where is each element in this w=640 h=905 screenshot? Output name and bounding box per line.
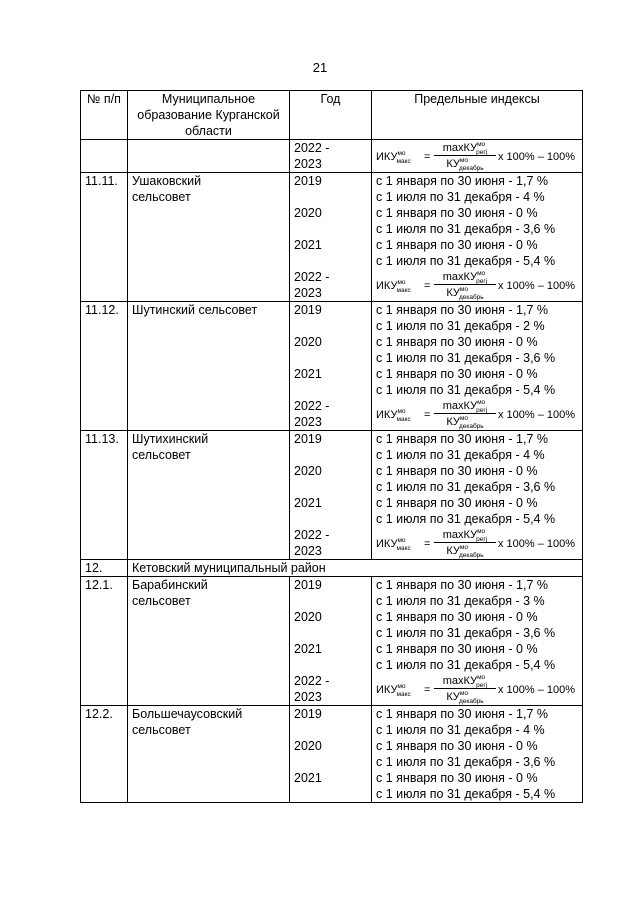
index-value: с 1 января по 30 июня - 1,7 % (376, 432, 548, 446)
row-number: 12.2. (85, 707, 113, 721)
index-value: с 1 июля по 31 декабря - 3,6 % (376, 626, 556, 640)
year: 2019 (294, 303, 322, 317)
formula: $ИКУ^{мо}_{макс}$ = maxКУ$^{мо}_{рeгj}$ $КУ^{мо}_{декабрь}$ x 100% – 100% (376, 141, 576, 172)
table-row: 11.13. Шутихинский сельсовет 2019 2020 2021 2022 - 2023 с 1 января по 30 июня - 1,7 % с 1 июля по 31 декабря - 4 % с 1 января по 30 июня - 0 % с 1 июля по 31 декабря - 3,6 % с 1 января по 30 июня - 0 % с 1 июля по 31 декабря - 5,4 % $ИКУ^{мо}_{макс}$ = maxКУ$^{мо}_{рeгj}$ $КУ^{мо}_{декабрь}$ x 100% – 100% (81, 431, 583, 560)
index-value: с 1 июля по 31 декабря - 3 % (376, 594, 545, 608)
index-value: с 1 января по 30 июня - 0 % (376, 739, 538, 753)
table-row (81, 302, 583, 431)
index-value: с 1 января по 30 июня - 1,7 % (376, 303, 548, 317)
header-indices: Предельные индексы (372, 91, 583, 140)
index-value: с 1 января по 30 июня - 0 % (376, 367, 538, 381)
index-value: с 1 января по 30 июня - 1,7 % (376, 707, 548, 721)
year: 2020 (294, 206, 322, 220)
row-number: 11.13. (85, 432, 119, 446)
year: 2021 (294, 642, 322, 656)
year: 2022 - 2023 (294, 528, 330, 558)
section-title: Кетовский муниципальный район (132, 561, 326, 575)
year: 2021 (294, 771, 322, 785)
header-year: Год (290, 91, 372, 140)
year: 2020 (294, 335, 322, 349)
index-value: с 1 января по 30 июня - 1,7 % (376, 578, 548, 592)
table-header-row (81, 91, 583, 140)
table-row: 12.1. Барабинский сельсовет 2019 2020 2021 2022 - 2023 с 1 января по 30 июня - 1,7 % с 1 июля по 31 декабря - 3 % с 1 января по 30 июня - 0 % с 1 июля по 31 декабря - 3,6 % с 1 января по 30 июня - 0 % с 1 июля по 31 декабря - 5,4 % $ИКУ^{мо}_{макс}$ = maxКУ$^{мо}_{рeгj}$ $КУ^{мо}_{декабрь}$ x 100% – 100% (81, 577, 583, 706)
row-number: 12.1. (85, 578, 113, 592)
year: 2022 - 2023 (294, 399, 330, 429)
index-value: с 1 июля по 31 декабря - 4 % (376, 723, 545, 737)
year: 2019 (294, 707, 322, 721)
municipality-name: Шутинский сельсовет (132, 303, 258, 317)
table-row: 12.2. Большечаусовский сельсовет 2019 2020 2021 с 1 января по 30 июня - 1,7 % с 1 июля по 31 декабря - 4 % с 1 января по 30 июня - 0 % с 1 июля по 31 декабря - 3,6 % с 1 января по 30 июня - 0 % с 1 июля по 31 декабря - 5,4 % (81, 706, 583, 803)
year: 2021 (294, 496, 322, 510)
index-value: с 1 января по 30 июня - 0 % (376, 610, 538, 624)
index-value: с 1 июля по 31 декабря - 3,6 % (376, 480, 556, 494)
index-value: с 1 июля по 31 декабря - 5,4 % (376, 658, 556, 672)
index-value: с 1 января по 30 июня - 0 % (376, 642, 538, 656)
municipality-name: Шутихинский (132, 432, 209, 446)
municipality-name: Большечаусовский (132, 707, 243, 721)
formula: $ИКУ^{мо}_{макс}$ = maxКУ$^{мо}_{рeгj}$ $КУ^{мо}_{декабрь}$ x 100% – 100% (376, 399, 576, 430)
municipality-name: Барабинский (132, 578, 208, 592)
year: 2019 (294, 174, 322, 188)
index-value: с 1 июля по 31 декабря - 5,4 % (376, 383, 556, 397)
index-value: с 1 января по 30 июня - 0 % (376, 206, 538, 220)
section-number: 12. (85, 561, 103, 575)
index-value: с 1 июля по 31 декабря - 5,4 % (376, 512, 556, 526)
row-number: 11.11. (85, 174, 118, 188)
section-row (81, 560, 583, 577)
formula: $ИКУ^{мо}_{макс}$ = maxКУ$^{мо}_{рeгj}$ $КУ^{мо}_{декабрь}$ x 100% – 100% (376, 270, 576, 301)
header-municipality: Муниципальное образование Курганской области (128, 91, 290, 140)
year: 2021 (294, 367, 322, 381)
year: 2019 (294, 578, 322, 592)
index-value: с 1 января по 30 июня - 0 % (376, 238, 538, 252)
formula: $ИКУ^{мо}_{макс}$ = maxКУ$^{мо}_{рeгj}$ $КУ^{мо}_{декабрь}$ x 100% – 100% (376, 674, 576, 705)
year: 2021 (294, 238, 322, 252)
table-row: 11.11. Ушаковский сельсовет 2019 2020 2021 2022 - 2023 с 1 января по 30 июня - 1,7 % с 1 июля по 31 декабря - 4 % с 1 января по 30 июня - 0 % с 1 июля по 31 декабря - 3,6 % с 1 января по 30 июня - 0 % с 1 июля по 31 декабря - 5,4 % $ИКУ^{мо}_{макс}$ = maxКУ$^{мо}_{рeгj}$ $КУ^{мо}_{декабрь}$ x 100% – 100% (81, 173, 583, 302)
limit-indices-table (80, 90, 583, 803)
page-number: 21 (312, 60, 328, 75)
index-value: с 1 июля по 31 декабря - 5,4 % (376, 787, 556, 801)
year: 2022 - 2023 (294, 674, 330, 704)
index-value: с 1 июля по 31 декабря - 3,6 % (376, 222, 556, 236)
year: 2020 (294, 739, 322, 753)
year: 2019 (294, 432, 322, 446)
index-value: с 1 января по 30 июня - 0 % (376, 335, 538, 349)
year: 2020 (294, 464, 322, 478)
index-value: с 1 июля по 31 декабря - 4 % (376, 190, 545, 204)
index-value: с 1 января по 30 июня - 1,7 % (376, 174, 548, 188)
index-value: с 1 июля по 31 декабря - 3,6 % (376, 755, 556, 769)
index-value: с 1 января по 30 июня - 0 % (376, 464, 538, 478)
year: 2020 (294, 610, 322, 624)
index-value: с 1 июля по 31 декабря - 5,4 % (376, 254, 556, 268)
index-value: с 1 июля по 31 декабря - 3,6 % (376, 351, 556, 365)
header-num: № п/п (81, 91, 128, 140)
row-number: 11.12. (85, 303, 119, 317)
index-value: с 1 июля по 31 декабря - 2 % (376, 319, 545, 333)
table-row-continuation: 2022 - 2023 $ИКУ^{мо}_{макс}$ = maxКУ$^{мо}_{рeгj}$ $КУ^{мо}_{декабрь}$ x 100% – 100% (81, 140, 583, 173)
index-value: с 1 июля по 31 декабря - 4 % (376, 448, 545, 462)
year: 2022 - 2023 (294, 270, 330, 300)
formula: $ИКУ^{мо}_{макс}$ = maxКУ$^{мо}_{рeгj}$ $КУ^{мо}_{декабрь}$ x 100% – 100% (376, 528, 576, 559)
index-value: с 1 января по 30 июня - 0 % (376, 496, 538, 510)
index-value: с 1 января по 30 июня - 0 % (376, 771, 538, 785)
municipality-name: Ушаковский (132, 174, 202, 188)
